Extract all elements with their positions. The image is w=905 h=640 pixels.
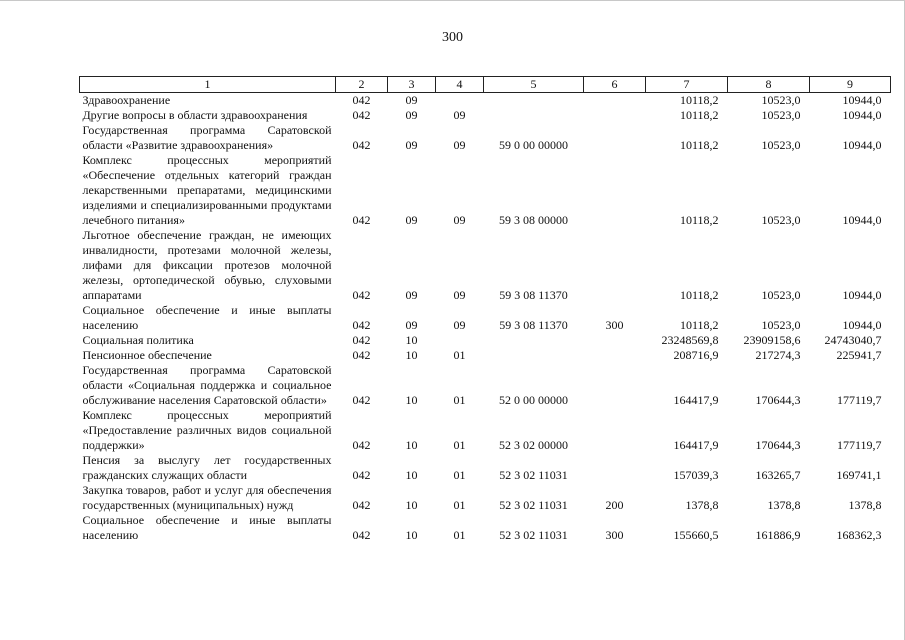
row-name: Комплекс процессных мероприятий «Обеспечение отдельных категорий граждан лекарственными препаратами, медицинскими изделиями и специализированными продуктами лечебного питания» (82, 153, 332, 227)
cell-subsection: 09 (453, 213, 466, 227)
table-row (80, 513, 891, 543)
cell-grbs: 042 (352, 528, 371, 542)
row-name: Другие вопросы в области здравоохранения (82, 108, 308, 122)
row-name: Социальная политика (82, 333, 194, 347)
cell-expense-type (584, 123, 646, 153)
cell-subsection: 09 (453, 138, 466, 152)
cell-section: 09 (405, 138, 418, 152)
cell-section: 10 (405, 333, 418, 347)
cell-amount-year1: 157039,3 (673, 468, 719, 482)
cell-section: 10 (405, 528, 418, 542)
header-col-6: 6 (584, 77, 646, 93)
cell-section: 10 (405, 498, 418, 512)
cell-amount-year1: 10118,2 (679, 93, 719, 107)
cell-section: 10 (405, 348, 418, 362)
cell-subsection: 01 (453, 348, 466, 362)
cell-subsection: 01 (453, 498, 466, 512)
cell-subsection (436, 93, 484, 109)
cell-expense-type: 200 (605, 498, 624, 512)
cell-grbs: 042 (352, 498, 371, 512)
row-name: Социальное обеспечение и иные выплаты населению (82, 513, 332, 542)
cell-amount-year2: 10523,0 (761, 318, 801, 332)
row-name: Государственная программа Саратовской области «Социальная поддержка и социальное обслуживание населения Саратовской области» (82, 363, 332, 407)
header-col-1: 1 (80, 77, 336, 93)
cell-expense-type: 300 (605, 318, 624, 332)
cell-subsection: 01 (453, 393, 466, 407)
cell-amount-year3: 225941,7 (836, 348, 882, 362)
cell-target-article: 59 3 08 11370 (499, 318, 568, 332)
row-name: Комплекс процессных мероприятий «Предоставление различных видов социальной поддержки» (82, 408, 332, 452)
cell-target-article: 52 3 02 11031 (499, 468, 568, 482)
budget-table (79, 76, 891, 543)
cell-section: 09 (405, 213, 418, 227)
cell-amount-year1: 10118,2 (679, 108, 719, 122)
table-row (80, 108, 891, 123)
row-name: Закупка товаров, работ и услуг для обеспечения государственных (муниципальных) нужд (82, 483, 332, 512)
cell-amount-year2: 10523,0 (761, 213, 801, 227)
row-name: Пенсия за выслугу лет государственных гражданских служащих области (82, 453, 332, 482)
header-col-5: 5 (484, 77, 584, 93)
header-col-2: 2 (336, 77, 388, 93)
cell-target-article: 59 3 08 11370 (499, 288, 568, 302)
cell-subsection: 09 (453, 108, 466, 122)
table-row (80, 453, 891, 483)
cell-expense-type (584, 408, 646, 453)
cell-grbs: 042 (352, 108, 371, 122)
cell-expense-type: 300 (605, 528, 624, 542)
cell-expense-type (584, 453, 646, 483)
row-name: Здравоохранение (82, 93, 171, 107)
table-row (80, 123, 891, 153)
cell-grbs: 042 (352, 213, 371, 227)
table-body (80, 93, 891, 544)
table-row (80, 408, 891, 453)
cell-expense-type (584, 108, 646, 123)
cell-section: 09 (405, 318, 418, 332)
cell-amount-year3: 169741,1 (836, 468, 882, 482)
header-row (80, 77, 891, 93)
page-border-top (0, 0, 905, 1)
cell-subsection: 09 (453, 318, 466, 332)
cell-amount-year1: 23248569,8 (661, 333, 719, 347)
cell-amount-year1: 155660,5 (673, 528, 719, 542)
cell-grbs: 042 (352, 393, 371, 407)
cell-section: 10 (405, 468, 418, 482)
cell-subsection: 01 (453, 468, 466, 482)
cell-subsection: 09 (453, 288, 466, 302)
page-number: 300 (442, 30, 463, 45)
header-col-4: 4 (436, 77, 484, 93)
cell-amount-year2: 10523,0 (761, 138, 801, 152)
cell-grbs: 042 (352, 138, 371, 152)
cell-expense-type (584, 363, 646, 408)
cell-grbs: 042 (352, 318, 371, 332)
cell-target-article (484, 93, 584, 109)
cell-amount-year3: 10944,0 (842, 108, 882, 122)
table-row (80, 363, 891, 408)
cell-amount-year2: 170644,3 (755, 393, 801, 407)
cell-grbs: 042 (352, 333, 371, 347)
table-row (80, 153, 891, 228)
cell-amount-year1: 10118,2 (679, 318, 719, 332)
cell-grbs: 042 (352, 438, 371, 452)
cell-section: 09 (405, 93, 418, 107)
table-row (80, 348, 891, 363)
cell-section: 10 (405, 393, 418, 407)
cell-expense-type (584, 333, 646, 348)
cell-target-article: 52 3 02 11031 (499, 528, 568, 542)
table-row (80, 333, 891, 348)
cell-grbs: 042 (352, 348, 371, 362)
cell-amount-year3: 10944,0 (842, 93, 882, 107)
cell-amount-year2: 217274,3 (755, 348, 801, 362)
cell-section: 10 (405, 438, 418, 452)
header-col-9: 9 (810, 77, 891, 93)
cell-amount-year3: 10944,0 (842, 318, 882, 332)
cell-amount-year3: 177119,7 (836, 393, 882, 407)
cell-grbs: 042 (352, 93, 371, 107)
cell-amount-year2: 10523,0 (761, 93, 801, 107)
cell-amount-year1: 164417,9 (673, 438, 719, 452)
cell-amount-year2: 161886,9 (755, 528, 801, 542)
cell-amount-year1: 10118,2 (679, 138, 719, 152)
cell-amount-year2: 23909158,6 (743, 333, 801, 347)
row-name: Пенсионное обеспечение (82, 348, 212, 362)
row-name: Государственная программа Саратовской области «Развитие здравоохранения» (82, 123, 332, 152)
cell-amount-year3: 168362,3 (836, 528, 882, 542)
cell-expense-type (584, 93, 646, 109)
cell-target-article: 52 3 02 11031 (499, 498, 568, 512)
cell-target-article: 59 3 08 00000 (499, 213, 568, 227)
cell-amount-year1: 10118,2 (679, 213, 719, 227)
cell-amount-year3: 10944,0 (842, 288, 882, 302)
cell-amount-year2: 10523,0 (761, 288, 801, 302)
cell-target-article (484, 333, 584, 348)
cell-amount-year2: 1378,8 (767, 498, 801, 512)
header-col-3: 3 (388, 77, 436, 93)
cell-amount-year1: 1378,8 (685, 498, 719, 512)
table-row (80, 303, 891, 333)
cell-expense-type (584, 348, 646, 363)
header-col-8: 8 (728, 77, 810, 93)
cell-amount-year3: 24743040,7 (824, 333, 882, 347)
cell-target-article (484, 108, 584, 123)
cell-subsection: 01 (453, 528, 466, 542)
cell-amount-year3: 177119,7 (836, 438, 882, 452)
table-row (80, 93, 891, 109)
cell-amount-year2: 163265,7 (755, 468, 801, 482)
cell-section: 09 (405, 288, 418, 302)
cell-target-article (484, 348, 584, 363)
cell-amount-year3: 10944,0 (842, 138, 882, 152)
cell-grbs: 042 (352, 468, 371, 482)
cell-target-article: 52 3 02 00000 (499, 438, 568, 452)
cell-amount-year1: 10118,2 (679, 288, 719, 302)
cell-amount-year3: 1378,8 (848, 498, 882, 512)
cell-target-article: 52 0 00 00000 (499, 393, 568, 407)
row-name: Социальное обеспечение и иные выплаты населению (82, 303, 332, 332)
header-col-7: 7 (646, 77, 728, 93)
cell-target-article: 59 0 00 00000 (499, 138, 568, 152)
cell-expense-type (584, 153, 646, 228)
cell-subsection: 01 (453, 438, 466, 452)
table-row (80, 483, 891, 513)
cell-grbs: 042 (352, 288, 371, 302)
table-row (80, 228, 891, 303)
cell-amount-year3: 10944,0 (842, 213, 882, 227)
cell-amount-year1: 164417,9 (673, 393, 719, 407)
row-name: Льготное обеспечение граждан, не имеющих инвалидности, протезами молочной железы, лифами для фиксации протезов молочной железы, ортопедической обувью, слуховыми аппаратами (82, 228, 332, 302)
cell-subsection (436, 333, 484, 348)
cell-amount-year1: 208716,9 (673, 348, 719, 362)
cell-expense-type (584, 228, 646, 303)
cell-amount-year2: 170644,3 (755, 438, 801, 452)
cell-section: 09 (405, 108, 418, 122)
cell-amount-year2: 10523,0 (761, 108, 801, 122)
